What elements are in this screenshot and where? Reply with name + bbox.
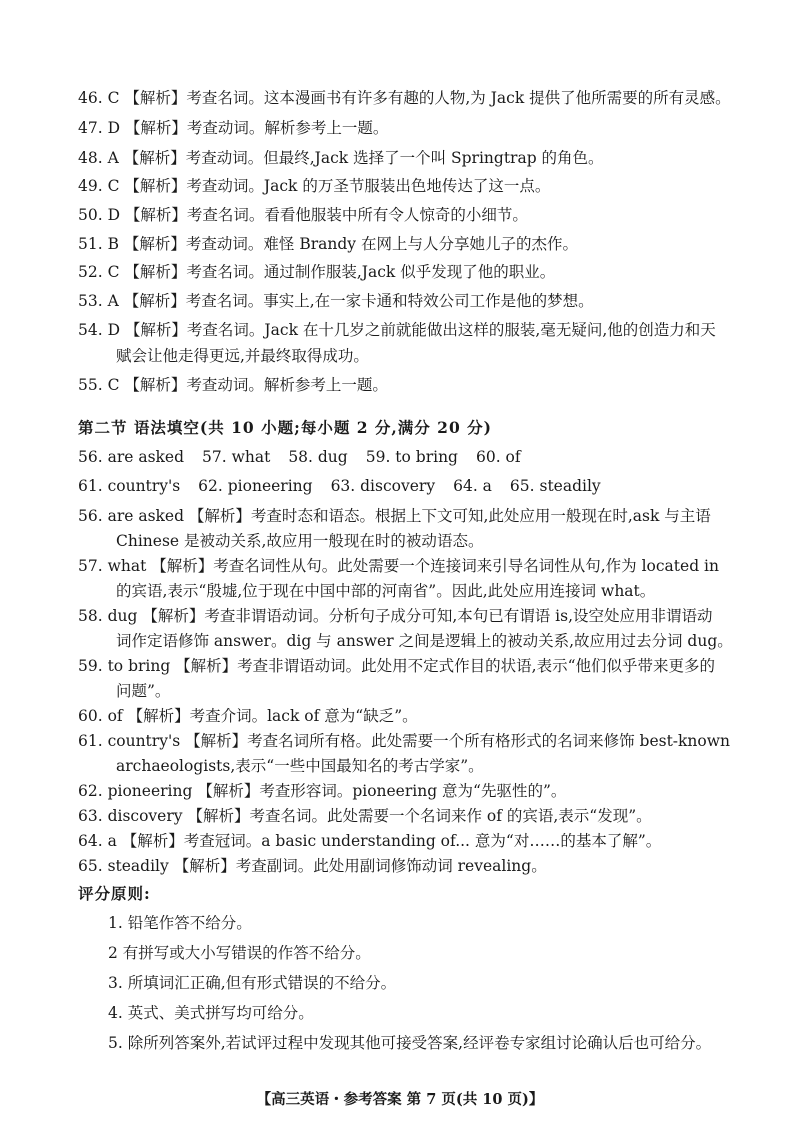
explanation-line: 62. pioneering 【解析】考查形容词。pioneering 意为“先驱性的”。	[78, 782, 567, 800]
scoring-rule: 4. 英式、美式拼写均可给分。	[108, 1004, 314, 1022]
explanation-line-continued: Chinese 是被动关系,故应用一般现在时的被动语态。	[116, 532, 484, 550]
key-item: 64. a	[453, 477, 492, 495]
answer-line-continued: 赋会让他走得更远,并最终取得成功。	[116, 347, 369, 365]
key-item: 57. what	[202, 448, 271, 466]
explanation-line: 63. discovery 【解析】考查名词。此处需要一个名词来作 of 的宾语,表示“发现”。	[78, 807, 652, 825]
key-item: 59. to bring	[365, 448, 458, 466]
answer-line: 47. D 【解析】考查动词。解析参考上一题。	[78, 119, 389, 137]
scoring-rule: 2 有拼写或大小写错误的作答不给分。	[108, 944, 371, 962]
explanation-line: 57. what 【解析】考查名词性从句。此处需要一个连接词来引导名词性从句,作为 located in	[78, 557, 719, 575]
scoring-rule: 5. 除所列答案外,若试评过程中发现其他可接受答案,经评卷专家组讨论确认后也可给分。	[108, 1034, 712, 1052]
explanation-line-continued: archaeologists,表示“一些中国最知名的考古学家”。	[116, 757, 484, 775]
page-footer: 【高三英语・参考答案 第 7 页(共 10 页)】	[256, 1091, 544, 1108]
scoring-rule: 3. 所填词汇正确,但有形式错误的不给分。	[108, 974, 397, 992]
answer-line: 52. C 【解析】考查名词。通过制作服装,Jack 似乎发现了他的职业。	[78, 263, 556, 281]
explanation-line: 56. are asked 【解析】考查时态和语态。根据上下文可知,此处应用一般现在时,ask 与主语	[78, 507, 711, 525]
key-item: 61. country's	[78, 477, 181, 495]
answer-line: 55. C 【解析】考查动词。解析参考上一题。	[78, 376, 388, 394]
key-item: 60. of	[475, 448, 521, 466]
key-row-1	[78, 447, 760, 467]
answer-line: 50. D 【解析】考查名词。看看他服装中所有令人惊奇的小细节。	[78, 206, 528, 224]
explanation-line: 59. to bring 【解析】考查非谓语动词。此处用不定式作目的状语,表示“他们似乎带来更多的	[78, 657, 716, 675]
answer-line: 48. A 【解析】考查动词。但最终,Jack 选择了一个叫 Springtrap 的角色。	[78, 149, 604, 167]
scoring-title: 评分原则:	[78, 884, 151, 903]
key-item: 56. are asked	[78, 448, 185, 466]
explanation-line: 61. country's 【解析】考查名词所有格。此处需要一个所有格形式的名词来修饰 best-known	[78, 732, 730, 750]
scoring-rule: 1. 铅笔作答不给分。	[108, 914, 252, 932]
explanation-line-continued: 的宾语,表示“殷墟,位于现在中国中部的河南省”。因此,此处应用连接词 what。	[116, 582, 656, 600]
explanation-line: 65. steadily 【解析】考查副词。此处用副词修饰动词 revealing。	[78, 857, 547, 875]
explanation-line-continued: 词作定语修饰 answer。dig 与 answer 之间是逻辑上的被动关系,故应用过去分词 dug。	[116, 632, 733, 650]
explanation-line: 58. dug 【解析】考查非谓语动词。分析句子成分可知,本句已有谓语 is,设空处应用非谓语动	[78, 607, 713, 625]
key-item: 63. discovery	[330, 477, 436, 495]
section-title: 第二节 语法填空(共 10 小题;每小题 2 分,满分 20 分)	[78, 418, 492, 437]
answer-line: 54. D 【解析】考查名词。Jack 在十几岁之前就能做出这样的服装,毫无疑问,他的创造力和天	[78, 321, 716, 339]
answer-line: 49. C 【解析】考查动词。Jack 的万圣节服装出色地传达了这一点。	[78, 177, 551, 195]
explanation-line: 64. a 【解析】考查冠词。a basic understanding of... 意为“对……的基本了解”。	[78, 832, 662, 850]
explanation-line: 60. of 【解析】考查介词。lack of 意为“缺乏”。	[78, 707, 418, 725]
key-item: 65. steadily	[509, 477, 601, 495]
answer-line: 53. A 【解析】考查名词。事实上,在一家卡通和特效公司工作是他的梦想。	[78, 292, 594, 310]
explanation-line-continued: 问题”。	[116, 682, 171, 700]
answer-line: 46. C 【解析】考查名词。这本漫画书有许多有趣的人物,为 Jack 提供了他所需要的所有灵感。	[78, 89, 731, 107]
key-item: 62. pioneering	[198, 477, 313, 495]
answer-line: 51. B 【解析】考查动词。难怪 Brandy 在网上与人分享她儿子的杰作。	[78, 235, 578, 253]
key-item: 58. dug	[288, 448, 348, 466]
key-row-2	[78, 476, 760, 496]
